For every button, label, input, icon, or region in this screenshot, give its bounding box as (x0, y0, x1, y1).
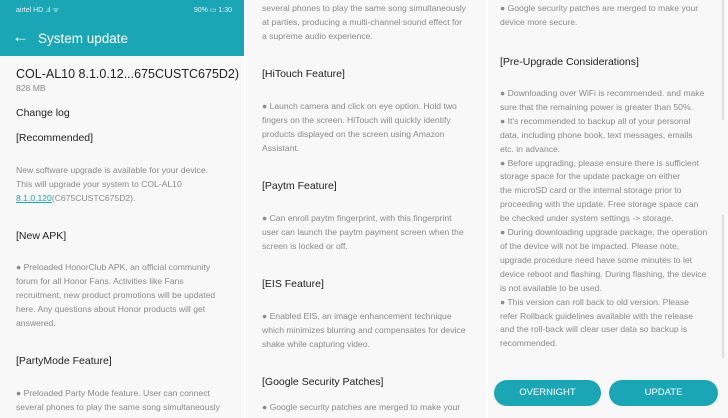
section-title: [Google Security Patches] (262, 376, 384, 388)
status-bar (0, 0, 244, 20)
text-line: Assistant. (262, 142, 300, 153)
package-name: COL-AL10 8.1.0.12...675CUSTC675D2) (16, 67, 240, 81)
scrollbar[interactable] (722, 215, 724, 358)
text-line: ● Google security patches are merged to make your (500, 3, 699, 13)
text-line: at parties, producing a multi-channel sound effect for (262, 16, 463, 27)
section-title: [PartyMode Feature] (16, 355, 112, 367)
text-line: screen is locked or off. (262, 240, 348, 251)
text-line: upgrade procedure need have some minutes to let (500, 254, 693, 265)
section-title: [HiTouch Feature] (262, 68, 345, 80)
text-line: which minimizes blurring and compensates for device (262, 324, 466, 335)
section-title: [Pre-Upgrade Considerations] (500, 56, 639, 68)
section-body (16, 387, 234, 415)
battery-time: 90% ▭ 1:30 (193, 7, 232, 14)
text-line: ● It's recommended to backup all of your personal (500, 115, 691, 126)
section-body (500, 87, 724, 351)
text-line: device more secure. (500, 16, 578, 27)
package-size: 828 MB (16, 83, 46, 93)
changelog-label: Change log (16, 107, 70, 119)
text-line: forum for all Honor Fans. Activities like Fans (16, 275, 184, 286)
text-line: be checked under system settings -> storage. (500, 213, 674, 224)
text-line: ● Launch camera and click on eye option. Hold two (262, 101, 457, 111)
text-line: recruitment, new product promotions will be updated (16, 289, 216, 300)
text-line: and the roll-back will clear user data so backup is (500, 324, 688, 335)
app-bar (0, 20, 244, 56)
text-line: (C675CUSTC675D2). (51, 192, 136, 203)
text-line: ● Enabled EIS, an image enhancement technique (262, 311, 452, 321)
section-body (262, 310, 476, 352)
text-line: ● During downloading upgrade package, the operation (500, 227, 708, 238)
text-line: etc. in advance. (500, 143, 561, 154)
text-line: the microSD card or the internal storage prior to (500, 185, 682, 196)
text-line: of the device will not be impacted. Please note, (500, 240, 680, 251)
text-line: proceeding with the update. Free storage space can (500, 199, 699, 210)
screen-3 (488, 0, 728, 418)
text-line: storage space for the update package on either (500, 171, 681, 182)
text-line: several phones to play the same song simultaneously (16, 401, 220, 412)
text-line: ● Downloading over WiFi is recommended. and make (500, 88, 705, 98)
text-line: answered. (16, 317, 56, 328)
section-body (262, 212, 476, 254)
section-title: [Paytm Feature] (262, 180, 337, 192)
text-line: This will upgrade your system to COL-AL10 (16, 178, 182, 189)
section-body (262, 2, 476, 44)
text-line: ● Google security patches are merged to make your (262, 402, 461, 412)
text-line: products displayed on the screen using Amazon (262, 128, 445, 139)
text-line: fingers on the screen. HiTouch will quickly identify (262, 114, 451, 125)
section-body (262, 401, 476, 415)
text-line: several phones to play the same song simultaneously (262, 3, 466, 13)
text-line: recommended. (500, 338, 558, 349)
text-line: ● Can enroll paytm fingerprint, with this fingerprint (262, 213, 452, 223)
section-body (16, 164, 234, 206)
text-line: ● Before upgrading, please ensure there is sufficient (500, 157, 699, 168)
signal-status: airtel HD .ıl ᯤ (16, 7, 59, 14)
section-body (16, 261, 234, 331)
screen-2 (246, 0, 486, 418)
section-body (500, 2, 718, 30)
section-title: [New APK] (16, 230, 67, 242)
update-button[interactable]: UPDATE (609, 380, 718, 406)
text-line: a supreme audio experience. (262, 30, 373, 41)
text-line: here. Any questions about Honor products will get (16, 303, 206, 314)
text-line: is not available to be used. (500, 282, 602, 293)
text-line: ● Preloaded Party Mode feature. User can connect (16, 388, 210, 398)
text-line: device reboot and flashing. During flashing, the device (500, 268, 707, 279)
text-line: shake while capturing video. (262, 338, 370, 349)
text-line: sure that the remaining power is greater than 50%. (500, 101, 693, 112)
back-arrow-icon[interactable]: ← (12, 27, 29, 46)
screen-1 (0, 0, 244, 418)
text-line: New software upgrade is available for your device. (16, 165, 209, 175)
section-body (262, 100, 476, 156)
scrollbar[interactable] (722, 0, 724, 120)
version-link[interactable]: 8.1.0.120 (16, 192, 52, 203)
section-title: [EIS Feature] (262, 278, 324, 290)
text-line: refer Rollback guidelines available with the release (500, 310, 693, 321)
section-title: [Recommended] (16, 132, 94, 144)
text-line: user can launch the paytm payment screen when the (262, 226, 464, 237)
text-line: ● Preloaded HonorClub APK, an official community (16, 262, 211, 272)
page-title: System update (38, 31, 129, 46)
text-line: ● This version can roll back to old version. Please (500, 296, 689, 307)
overnight-button[interactable]: OVERNIGHT (494, 380, 601, 406)
text-line: data, including phone book, text messages, emails (500, 129, 693, 140)
